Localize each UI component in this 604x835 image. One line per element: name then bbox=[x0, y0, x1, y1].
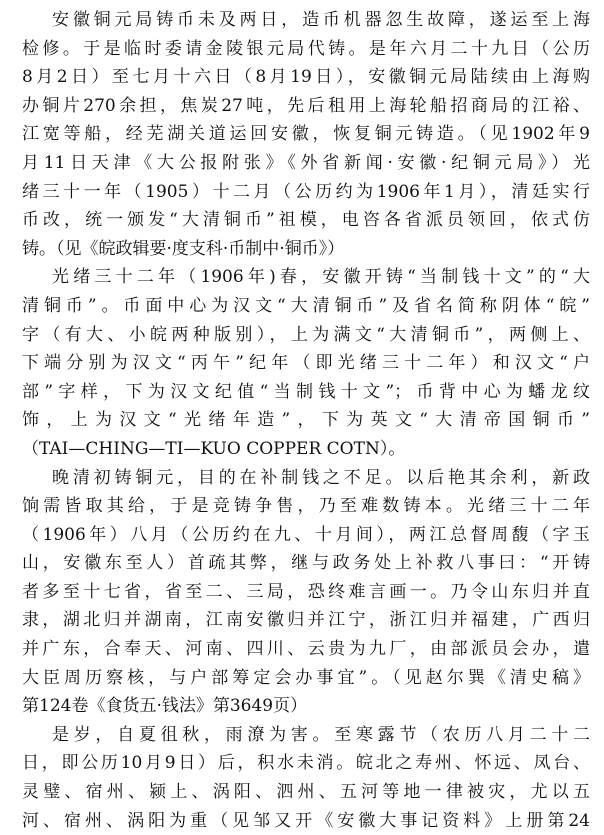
text-line: 饷需皆取其给，于是竞铸争售，乃至难数铸本。光绪三十二年 bbox=[22, 496, 590, 517]
text-line: 下端分别为汉文“丙午”纪年（即光绪三十二年）和汉文“户 bbox=[22, 353, 590, 374]
text-line: 晚清初铸铜元，目的在补制钱之不足。以后艳其余利，新政 bbox=[52, 467, 590, 488]
text-line: 灵璧、宿州、颍上、涡阳、泗州、五河等地一律被灾，尤以五 bbox=[22, 782, 590, 803]
text-line: 铸。（见《皖政辑要·度支科·币制中·铜币》） bbox=[22, 238, 345, 259]
text-line: 安徽铜元局铸币未及两日，造币机器忽生故障，遂运至上海 bbox=[52, 10, 590, 30]
text-line: 日，即公历10月9日）后，积水未消。皖北之寿州、怀远、凤台、 bbox=[22, 753, 590, 774]
text-line: 河、宿州、涡阳为重（见邹又开《安徽大事记资料》上册第24 bbox=[22, 810, 590, 831]
text-line: 8月2日）至七月十六日（8月19日），安徽铜元局陆续由上海购 bbox=[22, 67, 590, 88]
text-line: 清铜币”。币面中心为汉文“大清铜币”及省名简称阴体“皖” bbox=[22, 295, 590, 316]
text-line: 山，安徽东至人）首疏其弊，继与政务处上补救八事曰：“开铸 bbox=[22, 553, 590, 574]
text-line: 部”字样，下为汉文纪值“当制钱十文”；币背中心为蟠龙纹 bbox=[22, 381, 590, 402]
text-line: 是岁，自夏徂秋，雨潦为害。至寒露节（农历八月二十二 bbox=[52, 724, 590, 745]
text-line: 者多至十七省，省至二、三局，恐终难言画一。乃令山东归并直 bbox=[22, 581, 590, 602]
text-line: 光绪三十二年（1906年)春，安徽开铸“当制钱十文”的“大 bbox=[52, 267, 590, 288]
text-line: 字（有大、小皖两种版别），上为满文“大清铜币”，两侧上、 bbox=[22, 324, 590, 345]
text-line: 并广东，合奉天、河南、四川、云贵为九厂，由部派员会办，遣 bbox=[22, 639, 590, 660]
text-line: 检修。于是临时委请金陵银元局代铸。是年六月二十九日（公历 bbox=[22, 38, 590, 59]
text-line: 办铜片270余担，焦炭27吨，先后租用上海轮船招商局的江裕、 bbox=[22, 95, 590, 116]
text-line: 江宽等船，经芜湖关道运回安徽，恢复铜元铸造。（见1902年9 bbox=[22, 124, 590, 145]
text-line: 绪三十一年（1905）十二月（公历约为1906年1月），清廷实行 bbox=[22, 181, 590, 202]
text-line: 隶，湖北归并湖南，江南安徽归并江宁，浙江归并福建，广西归 bbox=[22, 610, 590, 631]
text-line: 大臣周历察核，与户部筹定会办事宜”。（见赵尔巽《清史稿》 bbox=[22, 667, 590, 688]
text-line: （TAI—CHING—TI—KUO COPPER COTN）。 bbox=[22, 438, 406, 459]
text-line: 第124卷《食货五·钱法》第3649页） bbox=[22, 696, 308, 717]
text-line: 饰，上为汉文“光绪年造”，下为英文“大清帝国铜币” bbox=[22, 410, 590, 431]
text-line: 月11日天津《大公报附张》《外省新闻·安徽·纪铜元局》）光 bbox=[22, 152, 590, 173]
text-line: （1906年）八月（公历约在九、十月间），两江总督周馥（字玉 bbox=[22, 524, 590, 545]
text-line: 币改，统一颁发“大清铜币”祖模，电咨各省派员领回，依式仿 bbox=[22, 210, 590, 231]
